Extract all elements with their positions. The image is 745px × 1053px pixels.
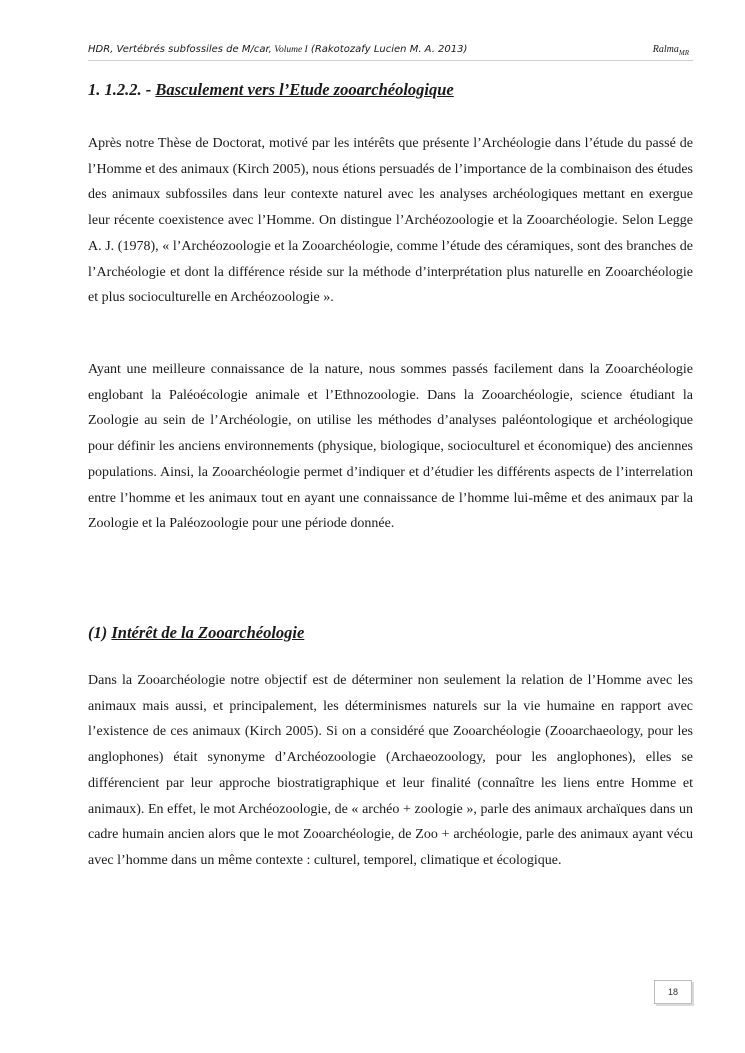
section-title: Basculement vers l’Etude zooarchéologique bbox=[155, 80, 454, 99]
header-ralma-sub: MR bbox=[678, 49, 689, 57]
header-volume: Volume I bbox=[271, 45, 308, 55]
subsection-number: (1) bbox=[88, 623, 108, 642]
paragraph-1: Après notre Thèse de Doctorat, motivé par les intérêts que présente l’Archéologie dans l’étude du passé de l’Homme et des animaux (Kirch 2005), nous étions persuadés de l’importance de la combinaison des études des animaux subfossiles dans leur contexte naturel avec les analyses archéologiques mettant en exergue leur récente coexistence avec l’Homme. On distingue l’Archéozoologie et la Zooarchéologie. Selon Legge A. J. (1978), « l’Archéozoologie et la Zooarchéologie, comme l’étude des céramiques, sont des branches de l’Archéologie et dont la différence réside sur la méthode d’interprétation plus naturelle en Zooarchéologie et plus socioculturelle en Archéozoologie ». bbox=[88, 136, 693, 306]
header-title: HDR, Vertébrés subfossiles de M/car, bbox=[88, 44, 272, 55]
section-number: 1. 1.2.2. - bbox=[88, 80, 152, 99]
header-left bbox=[88, 44, 467, 55]
section-heading bbox=[88, 80, 454, 100]
subsection-title: Intérêt de la Zooarchéologie bbox=[111, 623, 305, 642]
page-number-box bbox=[654, 980, 692, 1004]
header-right bbox=[653, 44, 689, 57]
paragraph-2: Ayant une meilleure connaissance de la nature, nous sommes passés facilement dans la Zooarchéologie englobant la Paléoécologie animale et l’Ethnozoologie. Dans la Zooarchéologie, science étudiant la Zoologie au sein de l’Archéologie, on utilise les méthodes d’analyses paléontologique et archéologique pour définir les anciens environnements (physique, biologique, socioculturel et économique) des anciennes populations. Ainsi, la Zooarchéologie permet d’indiquer et d’étudier les différents aspects de l’interrelation entre l’homme et les animaux tout en ayant une connaissance de l’homme lui-même et des animaux par la Zoologie et la Paléozoologie pour une période donnée. bbox=[88, 362, 693, 532]
header-divider bbox=[88, 60, 693, 61]
header-ralma: Ralma bbox=[652, 44, 679, 55]
subsection-heading bbox=[88, 623, 304, 643]
paragraph-3: Dans la Zooarchéologie notre objectif est de déterminer non seulement la relation de l’Homme avec les animaux mais aussi, et principalement, les déterminismes naturels sur la vie humaine en rapport avec l’existence de ces animaux (Kirch 2005). Si on a considéré que Zooarchéologie (Zooarchaeology, pour les anglophones) était synonyme d’Archéozoologie (Archaeozoology, pour les anglophones), elles se différencient par leur approche biostratigraphique et leur finalité (connaître les liens entre Homme et animaux). En effet, le mot Archéozoologie, de « archéo + zoologie », parle des animaux archaïques dans un cadre humain ancien alors que le mot Zooarchéologie, de Zoo + archéologie, parle des animaux ayant vécu avec l’homme dans un même contexte : culturel, temporel, climatique et écologique. bbox=[88, 673, 693, 868]
page-number: 18 bbox=[667, 987, 678, 997]
header-author: (Rakotozafy Lucien M. A. 2013) bbox=[307, 44, 468, 55]
